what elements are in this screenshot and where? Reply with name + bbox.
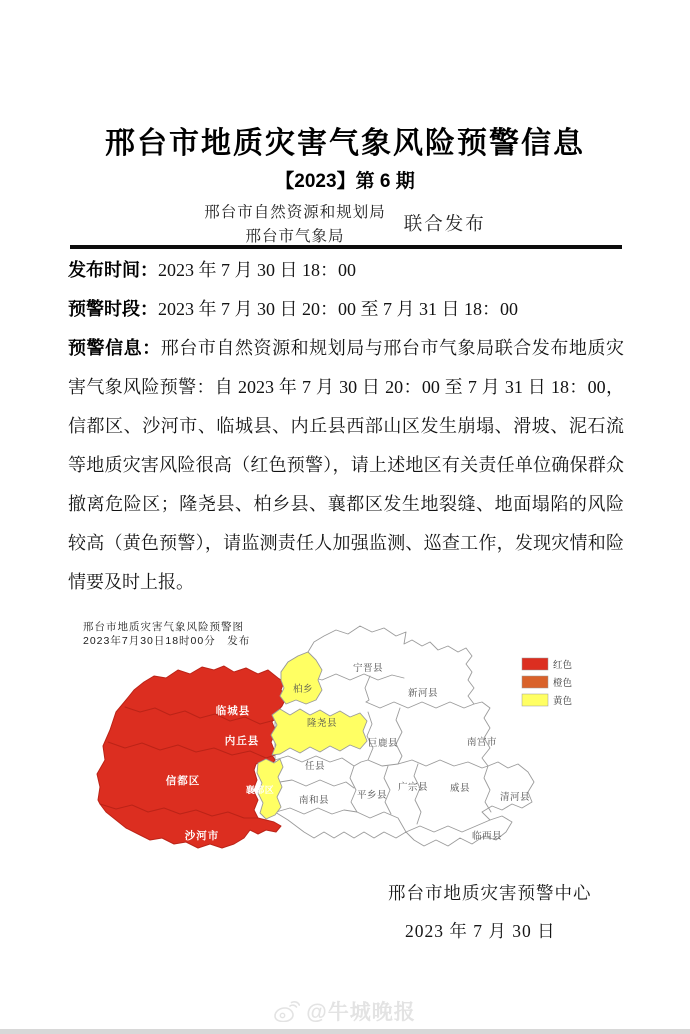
map-label-juluxian: 巨鹿县 <box>367 738 399 749</box>
signature-org: 邢台市地质灾害预警中心 <box>388 883 592 903</box>
legend-label-orange: 橙色 <box>553 678 573 689</box>
agency-natural-resources: 邢台市自然资源和规划局 <box>204 204 386 221</box>
issuing-agencies <box>0 200 690 246</box>
issue-number: 【2023】第 6 期 <box>275 171 415 192</box>
region-red-warning <box>97 666 286 848</box>
map-svg <box>70 612 630 870</box>
warning-period-label: 预警时段： <box>68 299 158 319</box>
map-legend <box>522 658 573 707</box>
map-title-line1: 邢台市地质灾害气象风险预警图 <box>83 621 244 633</box>
map-label-xiangduqu: 襄都区 <box>245 785 275 795</box>
legend-label-yellow: 黄色 <box>553 696 573 707</box>
warning-period-value: 2023 年 7 月 30 日 20：00 至 7 月 31 日 18：00 <box>158 299 518 319</box>
publish-time-label: 发布时间： <box>68 260 158 280</box>
map-label-guangzongxian: 广宗县 <box>397 782 429 793</box>
map-title-line2: 2023年7月30日18时00分 发布 <box>83 635 251 647</box>
header-divider <box>70 245 622 249</box>
map-label-baixiang: 柏乡 <box>292 684 314 695</box>
region-yellow-baixiang <box>280 652 322 704</box>
agency-meteorology: 邢台市气象局 <box>245 228 345 245</box>
warning-info-text: 邢台市自然资源和规划局与邢台市气象局联合发布地质灾害气象风险预警：自 2023 年 7 月 30 日 20：00 至 7 月 31 日 18：00，信都区、沙河市、临城县、内丘县西部山区发生崩塌、滑坡、泥石流等地质灾害风险很高（红色预警），请上述地区有关责任单位确保群众撤离危险区；隆尧县、柏乡县、襄都区发生地裂缝、地面塌陷的风险较高（黄色预警），请监测责任人加强监测、巡查工作，发现灾情和险情要及时上报。 <box>68 338 625 592</box>
watermark <box>0 996 690 1026</box>
watermark-handle: @牛城晚报 <box>306 1001 416 1024</box>
warning-info-label: 预警信息： <box>68 338 161 358</box>
map-label-neiqiuxian: 内丘县 <box>224 735 260 747</box>
map-label-qinghexian: 清河县 <box>499 792 531 803</box>
legend-swatch-red <box>522 658 548 670</box>
publish-time-value: 2023 年 7 月 30 日 18：00 <box>158 260 356 280</box>
map-label-shaheshi: 沙河市 <box>184 830 220 842</box>
legend-swatch-orange <box>522 676 548 688</box>
warning-period-line <box>68 290 624 329</box>
page-title: 邢台市地质灾害气象风险预警信息 <box>105 127 585 160</box>
bottom-border <box>0 1029 690 1034</box>
legend-label-red: 红色 <box>553 660 573 671</box>
joint-release-label: 联合发布 <box>403 215 486 235</box>
legend-swatch-yellow <box>522 694 548 706</box>
map-label-nanhexian: 南和县 <box>298 795 330 806</box>
agency-names <box>204 200 386 246</box>
map-label-weixian: 威县 <box>449 783 471 794</box>
map-label-lianchengxian: 临城县 <box>215 705 251 717</box>
map-label-xinhexian: 新河县 <box>407 688 439 699</box>
map-label-nangongshi: 南宫市 <box>466 737 498 748</box>
map-label-xinduqu: 信都区 <box>165 775 201 787</box>
signature-date: 2023 年 7 月 30 日 <box>405 921 556 941</box>
publish-time-line <box>68 251 624 290</box>
map-label-linxixian: 临西县 <box>471 831 503 842</box>
map-label-pingxiangxian: 平乡县 <box>356 790 388 801</box>
map-label-renxian: 任县 <box>304 761 326 772</box>
weibo-icon <box>274 1000 300 1022</box>
risk-warning-map <box>70 612 630 870</box>
warning-info-paragraph <box>68 329 624 602</box>
map-label-longyaoxian: 隆尧县 <box>306 718 338 729</box>
map-label-ningjinxian: 宁晋县 <box>352 663 384 674</box>
